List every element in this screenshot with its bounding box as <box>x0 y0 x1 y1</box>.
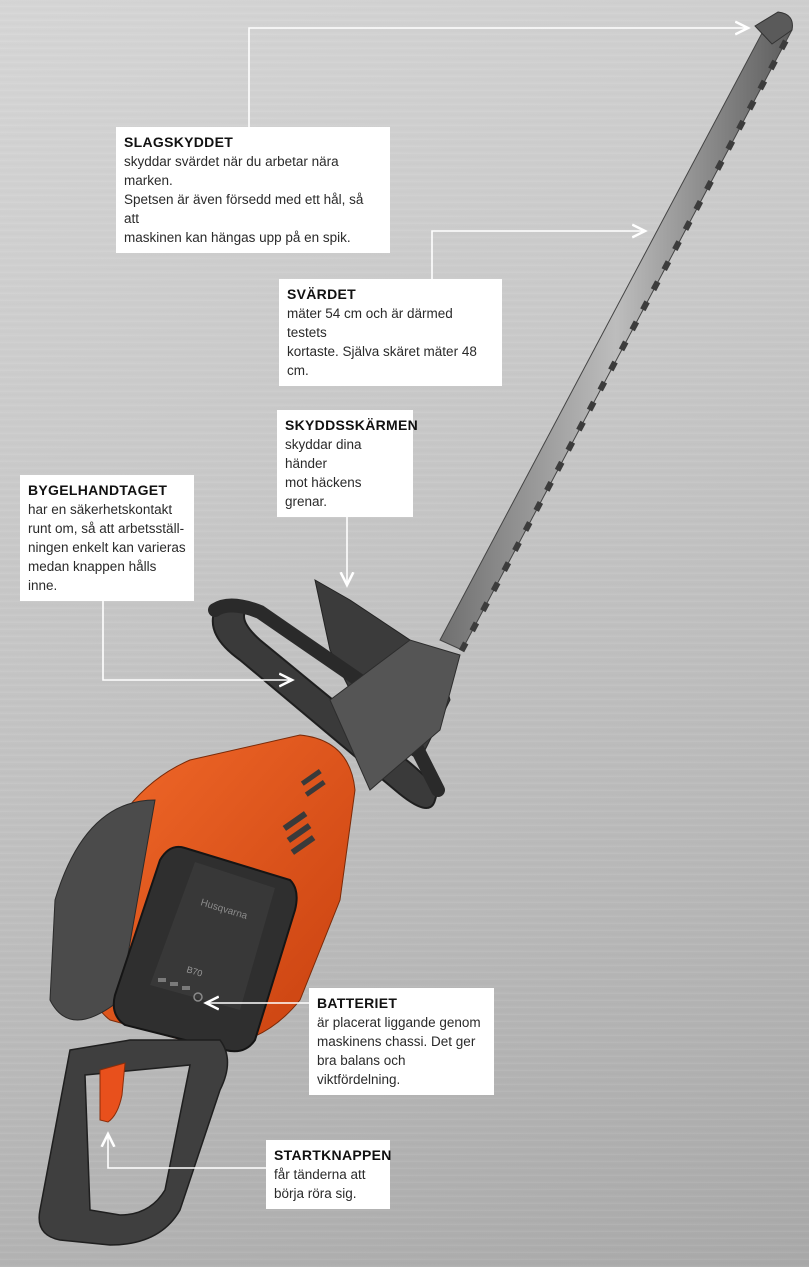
callout-title: BYGELHANDTAGET <box>28 482 168 498</box>
battery-brand-mark: Husqvarna <box>199 897 249 923</box>
callout-body: har en säkerhetskontakt runt om, så att arbetsställ- ningen enkelt kan varieras medan knappen hålls inne. <box>28 502 186 593</box>
callout-body: skyddar svärdet när du arbetar nära marken. Spetsen är även försedd med ett hål, så att maskinen kan hängas upp på en spik. <box>124 154 364 245</box>
rear-handle <box>39 1040 227 1245</box>
callout-title: SVÄRDET <box>287 286 356 302</box>
leader-svardet <box>432 231 645 280</box>
callout-slagskyddet <box>116 127 390 253</box>
callout-skyddsskarmen <box>277 410 419 517</box>
callout-title: STARTKNAPPEN <box>274 1147 392 1163</box>
callout-bygelhandtaget <box>20 475 194 601</box>
callout-title: BATTERIET <box>317 995 398 1011</box>
callout-body: får tänderna att börja röra sig. <box>274 1167 366 1201</box>
callout-startknappen <box>266 1140 390 1209</box>
start-trigger <box>100 1063 125 1122</box>
callout-body: är placerat liggande genom maskinens chassi. Det ger bra balans och viktfördelning. <box>317 1015 481 1087</box>
callout-body: mäter 54 cm och är därmed testets kortaste. Själva skäret mäter 48 cm. <box>287 306 477 378</box>
callout-title: SLAGSKYDDET <box>124 134 234 150</box>
battery-model-mark: B70 <box>185 964 204 979</box>
leader-slagskyddet <box>249 28 748 128</box>
callout-title: SKYDDSSKÄRMEN <box>285 417 419 433</box>
callout-svardet <box>279 279 502 386</box>
callout-batteriet <box>309 988 494 1095</box>
callout-body: skyddar dina händer mot häckens grenar. <box>285 437 362 509</box>
